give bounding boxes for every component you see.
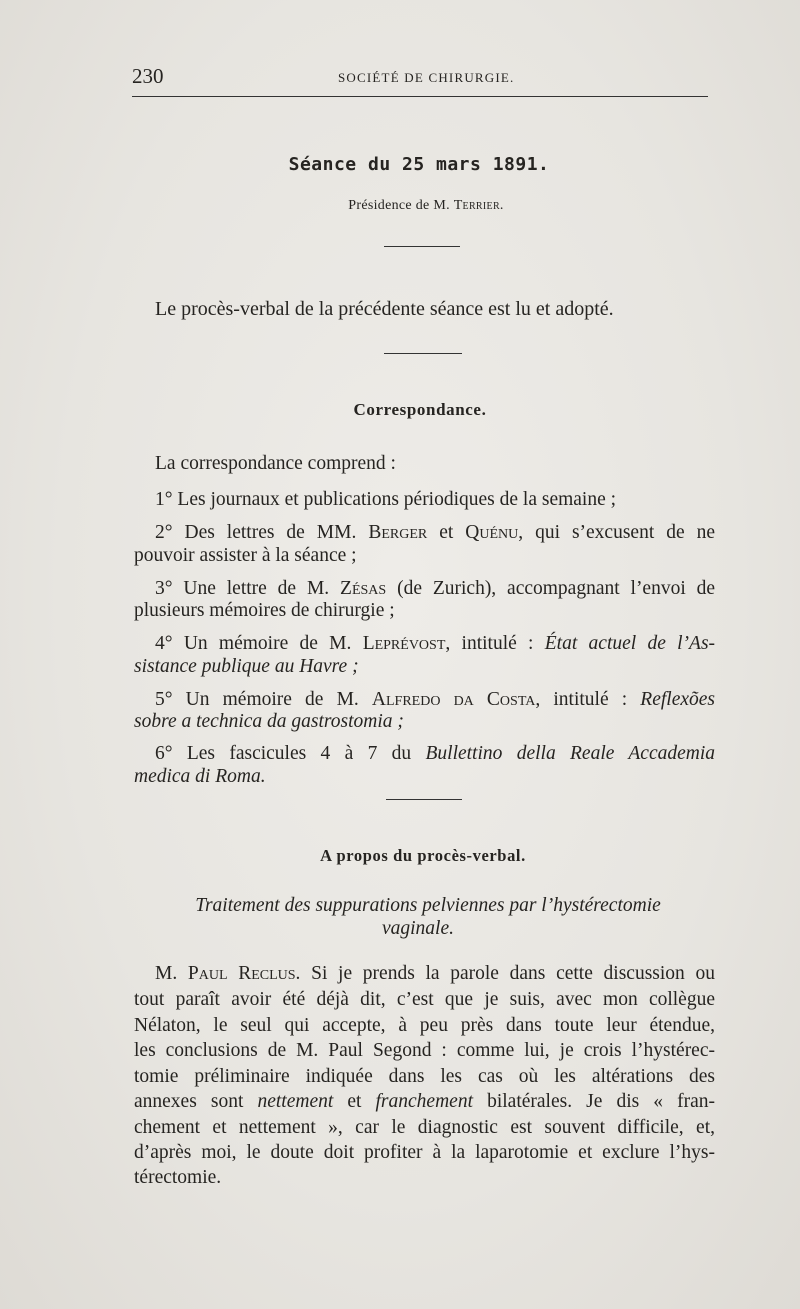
person-name: Berger	[368, 522, 428, 543]
person-name: Leprévost,	[362, 633, 451, 654]
divider-rule	[384, 246, 460, 247]
list-item-continuation: sobre a technica da gastrostomia ;	[134, 711, 404, 732]
person-name: Alfredo da Costa,	[371, 689, 541, 710]
section-heading-correspondance: Correspondance.	[353, 400, 487, 419]
header-rule	[132, 96, 708, 97]
list-item: 2° Des lettres de MM. Berger et Quénu, qui s’excusent de ne	[155, 522, 715, 543]
paragraph-line: M. Paul Reclus. Si je prends la parole dans cette discussion ou	[155, 963, 715, 984]
list-item: 5° Un mémoire de M. Alfredo da Costa, intitulé : Reflexões	[155, 689, 716, 710]
work-title: État actuel de l’As-	[544, 633, 716, 654]
person-name: Zésas	[340, 578, 387, 599]
paragraph-line: Nélaton, le seul qui accepte, à peu près dans toute leur étendue,	[134, 1015, 715, 1036]
work-title: Reflexões	[640, 689, 716, 710]
session-title: Séance du 25 mars 1891.	[288, 154, 550, 175]
running-title: SOCIÉTÉ DE CHIRURGIE.	[338, 70, 515, 85]
president-name: Terrier.	[453, 198, 504, 213]
subtitle-line: Traitement des suppurations pelviennes par l’hystérectomie	[195, 895, 661, 916]
subtitle-line: vaginale.	[381, 918, 455, 939]
paragraph-line: annexes sont nettement et franchement bilatérales. Je dis « fran-	[134, 1091, 716, 1112]
running-head	[132, 62, 708, 94]
paragraph-line: d’après moi, le doute doit profiter à la laparotomie et exclure l’hys-	[134, 1142, 715, 1163]
list-item: 6° Les fascicules 4 à 7 du Bullettino della Reale Accademia	[155, 743, 715, 764]
page-number: 230	[132, 64, 164, 88]
presidence-prefix: Présidence de M.	[348, 198, 450, 213]
list-item-continuation: plusieurs mémoires de chirurgie ;	[134, 600, 395, 621]
paragraph-line: les conclusions de M. Paul Segond : comme lui, je crois l’hystérec-	[134, 1040, 715, 1061]
person-name: Quénu,	[465, 522, 524, 543]
paragraph-line: chement et nettement », car le diagnostic est souvent difficile, et,	[134, 1117, 715, 1138]
list-item-continuation: sistance publique au Havre ;	[134, 656, 359, 677]
list-item-continuation: medica di Roma.	[134, 766, 266, 787]
speaker-name: M. Paul Reclus.	[155, 963, 301, 984]
paragraph-line: tomie préliminaire indiquée dans les cas où les altérations des	[134, 1066, 715, 1087]
section-heading-proces-verbal: A propos du procès-verbal.	[320, 846, 526, 865]
divider-rule	[386, 799, 462, 800]
correspondance-intro: La correspondance comprend :	[155, 453, 396, 474]
presidence-line	[0, 198, 800, 214]
list-item: 3° Une lettre de M. Zésas (de Zurich), accompagnant l’envoi de	[155, 578, 716, 599]
divider-rule	[384, 353, 462, 354]
list-item-continuation: pouvoir assister à la séance ;	[134, 545, 357, 566]
minutes-statement: Le procès-verbal de la précédente séance est lu et adopté.	[155, 298, 614, 320]
work-title: Bullettino della Reale Accademia	[425, 743, 715, 764]
list-item: 4° Un mémoire de M. Leprévost, intitulé : État actuel de l’As-	[155, 633, 716, 654]
paragraph-line: térectomie.	[134, 1167, 222, 1188]
paragraph-line: tout paraît avoir été déjà dit, c’est que je suis, avec mon collègue	[134, 989, 715, 1010]
list-item: 1° Les journaux et publications périodiques de la semaine ;	[155, 489, 617, 510]
